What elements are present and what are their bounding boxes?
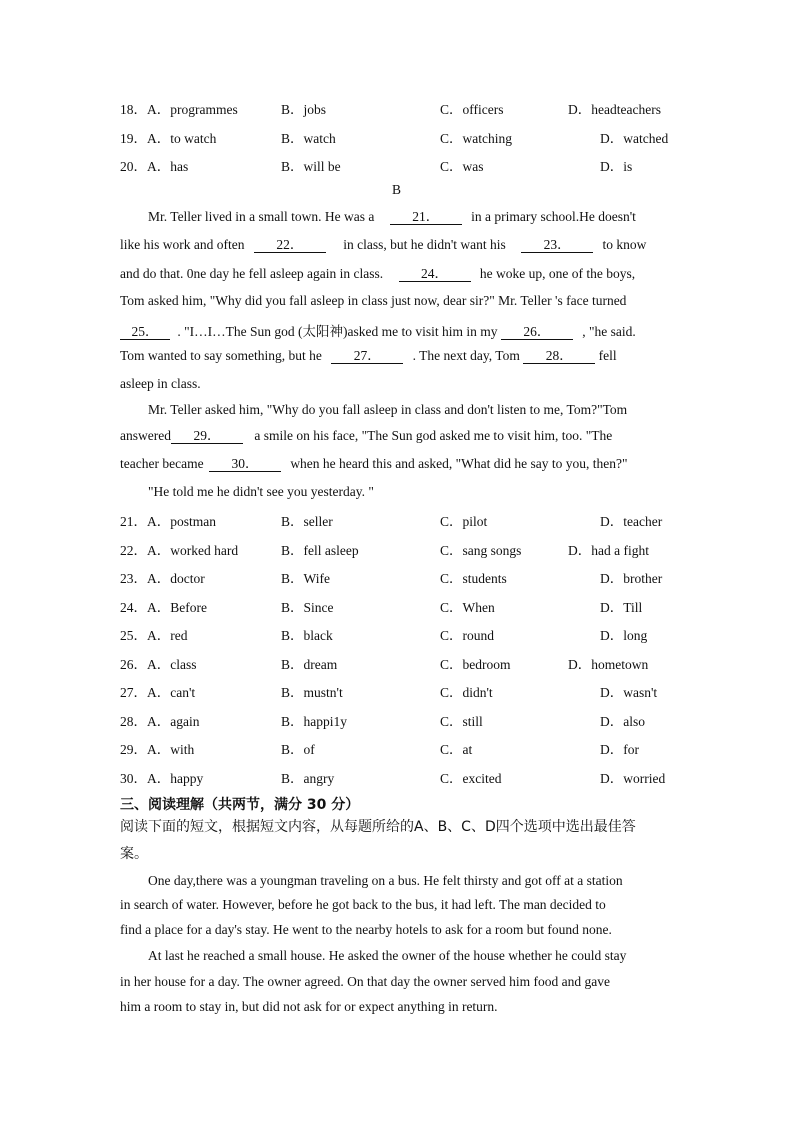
passage-text: a smile on his face, "The Sun god asked me to visit him, too. "The [254, 428, 613, 443]
passage-line [120, 266, 676, 282]
option-c: C．When [440, 599, 495, 615]
option-c: C．round [440, 628, 494, 643]
question-row [0, 98, 794, 118]
question-number-and-option-a [120, 539, 238, 559]
question-number: 19 [120, 130, 134, 146]
passage-line [120, 456, 676, 472]
option-d: D．had a fight [568, 542, 649, 558]
passage-text: teacher became [120, 456, 204, 471]
passage-text: Tom asked him, "Why did you fall asleep in class just now, dear sir?" Mr. Teller 's face turned [120, 293, 627, 308]
question-row [0, 681, 794, 701]
passage-text: asleep in class. [120, 376, 201, 391]
option-c: C．watching [440, 130, 512, 146]
question-number: 20 [120, 159, 134, 174]
option-c: C．didn't [440, 685, 493, 700]
section-b-label: B [392, 182, 402, 197]
option-c: C．was [440, 159, 484, 174]
option-c: C．at [440, 742, 473, 757]
option-d: D．also [600, 713, 645, 729]
separator: ． [133, 770, 147, 786]
option-a: A．can't [147, 685, 196, 700]
separator: ． [133, 742, 147, 757]
passage-text: in class, but he didn't want his [343, 237, 506, 252]
blank-21: 21． [390, 210, 462, 225]
section-heading: 三、阅读理解（共两节，满分 30 分） [120, 797, 360, 813]
question-number-and-option-a [120, 767, 203, 787]
question-number-and-option-a [120, 710, 199, 730]
separator: ． [133, 599, 147, 615]
passage-text: like his work and often [120, 237, 245, 252]
separator: ． [133, 571, 147, 586]
question-number: 21 [120, 514, 134, 529]
passage-text: he woke up, one of the boys, [479, 266, 636, 281]
passage-line: in her house for a day. The owner agreed. On that day the owner served him food and gave [120, 974, 610, 989]
passage-text: "He told me he didn't see you yesterday. " [148, 484, 374, 499]
option-a: A．worked hard [147, 542, 239, 558]
passage-line [148, 209, 704, 225]
option-c: C．still [440, 713, 483, 729]
question-number-and-option-a [120, 98, 238, 118]
question-number: 24 [120, 599, 134, 615]
question-number: 29 [120, 742, 134, 757]
question-number-and-option-a [120, 510, 216, 530]
option-b: B．will be [281, 159, 341, 174]
question-row [0, 155, 794, 175]
question-number: 30 [120, 770, 134, 786]
question-number: 26 [120, 656, 134, 672]
blank-24: 24． [399, 267, 471, 282]
option-d: D．wasn't [600, 685, 658, 700]
question-row [0, 567, 794, 587]
option-d: D．teacher [600, 514, 663, 529]
option-a: A．again [147, 713, 200, 729]
option-c: C．bedroom [440, 656, 511, 672]
option-a: A．postman [147, 514, 216, 529]
blank-29: 29． [171, 429, 243, 444]
question-row [0, 539, 794, 559]
option-d: D．for [600, 742, 639, 757]
passage-line [120, 348, 676, 364]
option-b: B．happi1y [281, 713, 347, 729]
section-instruction: 阅读下面的短文，根据短文内容，从每题所给的A、B、C、D四个选项中选出最佳答 [120, 819, 636, 835]
question-number: 22 [120, 542, 134, 558]
question-row [0, 710, 794, 730]
passage-text: answered [120, 428, 171, 443]
separator: ． [133, 102, 147, 117]
option-a: A．has [147, 159, 189, 174]
passage-text: . The next day, Tom [412, 348, 520, 363]
passage-line [120, 376, 676, 392]
passage-line [120, 320, 676, 340]
option-c: C．students [440, 571, 507, 586]
option-a: A．with [147, 742, 195, 757]
option-a: A．happy [147, 770, 204, 786]
blank-27: 27． [331, 349, 403, 364]
option-d: D．brother [600, 571, 663, 586]
question-number-and-option-a [120, 681, 195, 701]
question-number: 18 [120, 102, 134, 117]
option-b: B．angry [281, 770, 335, 786]
passage-line: in search of water. However, before he got back to the bus, it had left. The man decided to [120, 897, 606, 912]
separator: ． [133, 514, 147, 529]
question-number-and-option-a [120, 738, 194, 758]
passage-line: One day,there was a youngman traveling on a bus. He felt thirsty and got off at a station [148, 873, 623, 888]
question-row [0, 510, 794, 530]
option-a: A．programmes [147, 102, 238, 117]
question-row [0, 596, 794, 616]
blank-28: 28． [523, 349, 595, 364]
question-number-and-option-a [120, 596, 207, 616]
option-b: B．fell asleep [281, 542, 359, 558]
question-number: 28 [120, 713, 134, 729]
passage-line: At last he reached a small house. He asked the owner of the house whether he could stay [148, 948, 627, 963]
separator: ． [133, 130, 147, 146]
option-b: B．watch [281, 130, 336, 146]
option-b: B．jobs [281, 102, 327, 117]
question-row [0, 127, 794, 147]
blank-26: 26． [501, 325, 573, 340]
passage-line [120, 428, 676, 444]
option-a: A．class [147, 656, 197, 672]
option-c: C．sang songs [440, 542, 522, 558]
question-number-and-option-a [120, 624, 188, 644]
separator: ． [133, 656, 147, 672]
option-a: A．red [147, 628, 188, 643]
passage-text: when he heard this and asked, "What did he say to you, then?" [290, 456, 628, 471]
question-number-and-option-a [120, 567, 205, 587]
option-d: D．hometown [568, 656, 649, 672]
passage-line [148, 402, 704, 418]
passage-text: in a primary school.He doesn't [471, 209, 636, 224]
option-b: B．black [281, 628, 333, 643]
separator: ． [133, 713, 147, 729]
blank-22: 22． [254, 238, 326, 253]
question-row [0, 738, 794, 758]
option-a: A．doctor [147, 571, 205, 586]
passage-text: Mr. Teller asked him, "Why do you fall asleep in class and don't listen to me, Tom?"Tom [148, 402, 628, 417]
passage-text: and do that. 0ne day he fell asleep again in class. [120, 266, 384, 281]
passage-text: to know [602, 237, 647, 252]
option-d: D．headteachers [568, 102, 661, 117]
separator: ． [133, 685, 147, 700]
separator: ． [133, 542, 147, 558]
question-number: 25 [120, 628, 134, 643]
option-c: C．pilot [440, 514, 488, 529]
option-d: D．is [600, 159, 633, 174]
option-d: D．long [600, 628, 648, 643]
option-d: D．watched [600, 130, 669, 146]
option-d: D．Till [600, 599, 643, 615]
question-row [0, 653, 794, 673]
section-instruction: 案。 [120, 846, 148, 862]
passage-line [120, 293, 676, 309]
passage-text: , "he said. [582, 324, 636, 339]
passage-line [120, 237, 676, 253]
option-b: B．dream [281, 656, 338, 672]
blank-25: 25． [120, 325, 170, 340]
option-a: A．to watch [147, 130, 217, 146]
option-a: A．Before [147, 599, 207, 615]
passage-line: find a place for a day's stay. He went to the nearby hotels to ask for a room but found none. [120, 922, 612, 937]
option-b: B．Wife [281, 571, 330, 586]
blank-30: 30． [209, 457, 281, 472]
question-row [0, 624, 794, 644]
passage-text: Mr. Teller lived in a small town. He was a [148, 209, 375, 224]
option-d: D．worried [600, 770, 666, 786]
separator: ． [133, 159, 147, 174]
passage-text: . "I…I…The Sun god (太阳神)asked me to visit him in my [177, 324, 498, 339]
question-number-and-option-a [120, 155, 188, 175]
passage-line [148, 484, 704, 500]
question-row [0, 767, 794, 787]
option-b: B．seller [281, 514, 333, 529]
blank-23: 23． [521, 238, 593, 253]
option-b: B．Since [281, 599, 334, 615]
passage-text: Tom wanted to say something, but he [120, 348, 322, 363]
question-number: 23 [120, 571, 134, 586]
passage-line: him a room to stay in, but did not ask for or expect anything in return. [120, 999, 498, 1014]
option-c: C．excited [440, 770, 502, 786]
question-number: 27 [120, 685, 134, 700]
separator: ． [133, 628, 147, 643]
option-b: B．of [281, 742, 315, 757]
question-number-and-option-a [120, 127, 216, 147]
option-c: C．officers [440, 102, 504, 117]
question-number-and-option-a [120, 653, 197, 673]
option-b: B．mustn't [281, 685, 343, 700]
passage-text: fell [598, 348, 617, 363]
